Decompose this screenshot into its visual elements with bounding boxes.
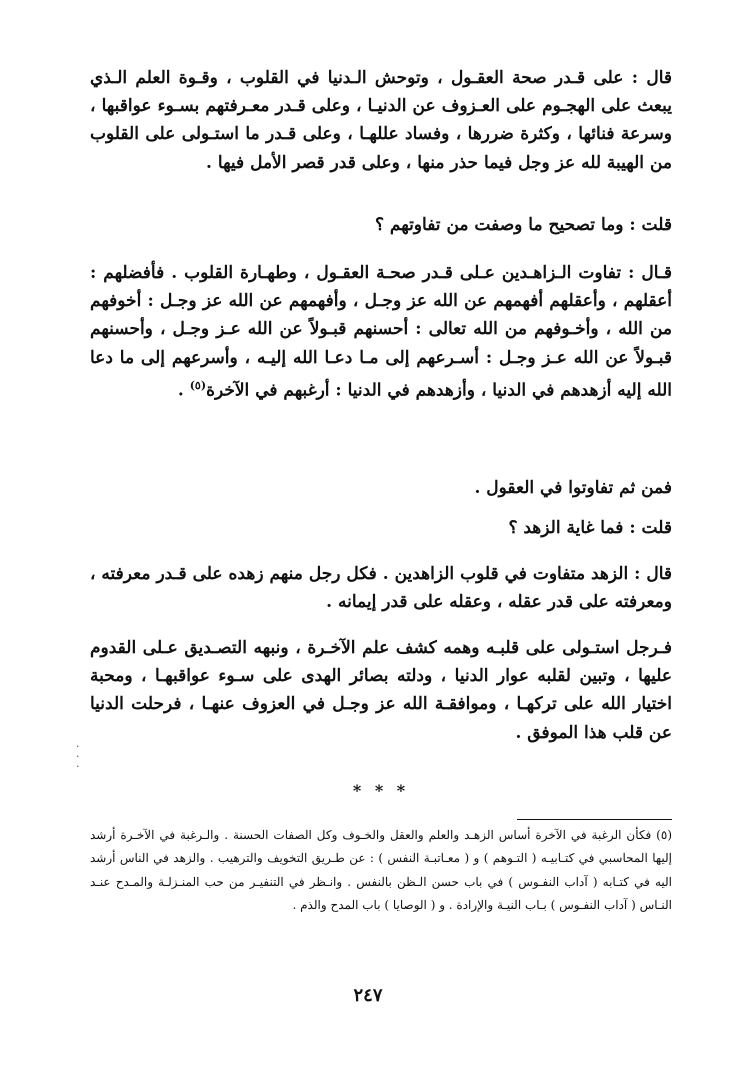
footnote bbox=[90, 824, 672, 918]
paragraph-text: قلت : فما غاية الزهد ؟ bbox=[508, 518, 672, 538]
section-divider: * * * bbox=[352, 781, 410, 800]
main-paragraph-4 bbox=[90, 474, 672, 502]
paragraph-end: . bbox=[177, 380, 190, 401]
paragraph-body: قـال : تفاوت الـزاهـدين عـلى قـدر صحـة العقـول ، وطهـارة القلوب . فأفضلهم : أعقلهم ، وأعقلهم أفهمهم عن الله عز وجـل ، وأفهمهم عن الله عز وجـل : أخوفهم من الله ، وأخـوفهم من الله تعالى : أحسنهم قبـولاً عن الله عـز وجـل ، وأحسنهم قبـولاً عن الله عـز وجـل : أسـرعهم إلى مـا دعـا الله إليـه ، وأسرعهم إلى ما دعا الله إليه أزهدهم في الدنيا ، وأزهدهم في الدنيا : أرغبهم في الآخرة bbox=[90, 263, 672, 401]
main-paragraph-5 bbox=[90, 514, 672, 542]
page-number: ٢٤٧ bbox=[353, 985, 383, 1006]
main-paragraph-3 bbox=[90, 259, 672, 405]
paragraph-text: فمن ثم تفاوتوا في العقول . bbox=[474, 478, 672, 498]
paragraph-text: فـرجل استـولى على قلبـه وهمه كشف علم الآخـرة ، ونبهه التصـديق عـلى القدوم عليها ، وتبين لقلبه عوار الدنيا ، ودلته بصائر الهدى على سـوء عواقبهـا ، ومحبة اختيار الله على تركهـا ، وموافقـة الله عز وجـل في العزوف عنهـا ، فرحلت الدنيا عن قلب هذا الموفق . bbox=[90, 638, 672, 743]
main-paragraph-2 bbox=[90, 211, 672, 239]
paragraph-text bbox=[90, 259, 672, 405]
paragraph-text: قال : على قـدر صحة العقـول ، وتوحش الـدنيا في القلوب ، وقـوة العلم الـذي يبعث على الهجـوم على العـزوف عن الدنيـا ، وعلى قـدر معـرفتهم بسـوء عواقبها ، وسرعة فنائها ، وكثرة ضررها ، وفساد عللهـا ، وعلى قـدر ما استـولى على القلوب من الهيبة لله عز وجل فيما حذر منها ، وعلى قدر قصر الأمل فيها . bbox=[90, 68, 672, 173]
main-paragraph-6 bbox=[90, 560, 672, 616]
footnote-rule bbox=[517, 819, 672, 820]
paragraph-text: قلت : وما تصحيح ما وصفت من تفاوتهم ؟ bbox=[374, 215, 672, 235]
main-paragraph-7 bbox=[90, 634, 672, 747]
paragraph-text: قال : الزهد متفاوت في قلوب الزاهدين . فكل رجل منهم زهده على قـدر معرفته ، ومعرفته على قدر عقله ، وعقله على قدر إيمانه . bbox=[90, 564, 672, 613]
margin-dots: · · · bbox=[76, 740, 80, 773]
footnote-text: (٥) فكأن الرغبة في الآخرة أساس الزهـد والعلم والعقل والخـوف وكل الصفات الحسنة . والـرغبة في الآخـرة أرشد إليها المحاسبي في كتـابيـه ( التـوهم ) و ( معـاتبـة النفس ) : عن طـريق التخويف والترهيب . والزهد في الناس أرشد اليه في كتـابه ( آداب النفـوس ) في باب حسن الـظن بالنفس . وانـظر في التنفيـر من حب المنـزلـة والمـدح عنـد النـاس ( آداب النفـوس ) بـاب النيـة والإرادة . و ( الوصايا ) باب المدح والذم . bbox=[90, 828, 672, 913]
footnote-reference[interactable]: (٥) bbox=[189, 378, 207, 392]
main-paragraph-1 bbox=[90, 64, 672, 177]
